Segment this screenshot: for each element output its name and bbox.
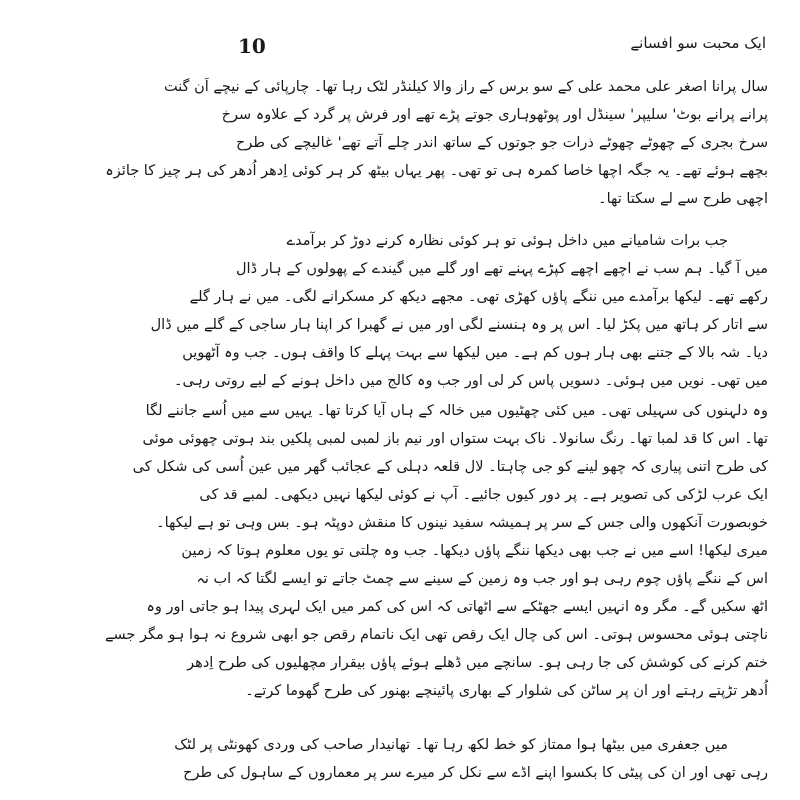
text-line: تھا۔ اس کا قد لمبا تھا۔ رنگ سانولا۔ ناک بہت ستواں اور نیم باز لمبی لمبی پلکیں بند ہوتی چھوئی موئی — [142, 431, 768, 447]
text-line: ناچتی ہوئی محسوس ہوتی۔ اس کی چال ایک رقص تھی ایک ناتمام رقص جو ابھی شروع نہ ہوا ہو مگر جسے — [104, 627, 768, 643]
text-line: میری لیکھا! اسے میں نے جب بھی دیکھا ننگے پاؤں دیکھا۔ جب وہ چلتی تو یوں معلوم ہوتا کہ زمین — [181, 543, 768, 559]
text-line: کی طرح اتنی پیاری کہ چھو لینے کو جی چاہتا۔ لال قلعہ دہلی کے عجائب گھر میں عین اُسی کی شکل کی — [132, 459, 768, 475]
text-line: میں آ گیا۔ ہم سب نے اچھے اچھے کپڑے پہنے تھے اور گلے میں گیندے کے پھولوں کے ہار ڈال — [236, 261, 768, 277]
text-line: اس کے ننگے پاؤں چوم رہی ہو اور جب وہ زمین کے سینے سے چمٹ جاتے تو ایسے لگتا کہ اب نہ — [196, 571, 768, 587]
text-line: اٹھ سکیں گے۔ مگر وہ انہیں ایسے جھٹکے سے اٹھاتی کہ اس کی کمر میں ایک لہری پیدا ہو جاتی اور وہ — [146, 599, 768, 615]
running-title: ایک محبت سو افسانے — [630, 34, 766, 52]
text-line: وہ دلہنوں کی سہیلی تھی۔ میں کئی چھٹیوں میں خالہ کے ہاں آیا کرتا تھا۔ یہیں سے میں اُسے جاننے لگا — [145, 403, 768, 419]
text-line: ختم کرنے کی کوشش کی جا رہی ہو۔ سانچے میں ڈھلے ہوئے پاؤں بیقرار مچھلیوں کی طرح اِدھر — [187, 655, 768, 671]
text-line: سال پرانا اصغر علی محمد علی کے سو برس کے راز والا کیلنڈر لٹک رہا تھا۔ چارپائی کے نیچے اَن گنت — [163, 79, 768, 95]
text-line: ایک عرب لڑکی کی تصویر ہے۔ پر دور کیوں جائیے۔ آپ نے کوئی لیکھا نہیں دیکھی۔ لمبے قد کی — [199, 487, 768, 503]
text-line: دیا۔ شہ بالا کے جتنے بھی ہار ہوں کم ہے۔ میں لیکھا سے بہت پہلے کا واقف ہوں۔ جب وہ آٹھویں — [182, 345, 768, 361]
text-line: سرخ بجری کے چھوٹے چھوٹے ذرات جو جوتوں کے ساتھ اندر چلے آتے تھے' غالیچے کی طرح — [236, 135, 768, 151]
text-line: رہی تھی اور ان کی پیٹی کا بکسوا اپنے اڈے سے نکل کر میرے سر پر معماروں کے ساہول کی طرح — [183, 765, 768, 781]
page-number: 10 — [238, 34, 266, 58]
text-line: سے اتار کر ہاتھ میں پکڑ لیا۔ اس پر وہ ہنسنے لگی اور میں نے گھبرا کر اپنا ہار ساجی کے گلے میں ڈال — [150, 317, 768, 333]
text-line: بچھے ہوئے تھے۔ یہ جگہ اچھا خاصا کمرہ ہی تو تھی۔ پھر یہاں بیٹھ کر ہر کوئی اِدھر اُدھر کی ہر چیز کا جائزہ — [105, 163, 768, 179]
text-line: پرانے پرانے بوٹ' سلیپر' سینڈل اور پوٹھوہاری جوتے پڑے تھے اور فرش پر گرد کے علاوہ سرخ — [221, 107, 768, 123]
text-line: جب برات شامیانے میں داخل ہوئی تو ہر کوئی نظارہ کرنے دوڑ کر برآمدے — [286, 233, 728, 249]
text-line: میں تھی۔ نویں میں ہوئی۔ دسویں پاس کر لی اور جب وہ کالج میں داخل ہونے کے لیے روتی رہی۔ — [173, 373, 768, 389]
text-line: اُدھر تڑپتے رہتے اور ان پر ساٹن کی شلوار کے بھاری پائینچے بھنور کی طرح گھوما کرتے۔ — [245, 683, 768, 699]
text-line: رکھے تھے۔ لیکھا برآمدے میں ننگے پاؤں کھڑی تھی۔ مجھے دیکھ کر مسکرانے لگی۔ میں نے ہار گلے — [189, 289, 768, 305]
text-line: اچھی طرح سے لے سکتا تھا۔ — [598, 191, 768, 207]
text-line: میں جعفری میں بیٹھا ہوا ممتاز کو خط لکھ رہا تھا۔ تھانیدار صاحب کی وردی کھونٹی پر لٹک — [174, 737, 728, 753]
text-line: خوبصورت آنکھوں والی جس کے سر پر ہمیشہ سفید نینوں کا منقش دوپٹہ ہو۔ بس وہی تو ہے لیکھا۔ — [156, 515, 768, 531]
